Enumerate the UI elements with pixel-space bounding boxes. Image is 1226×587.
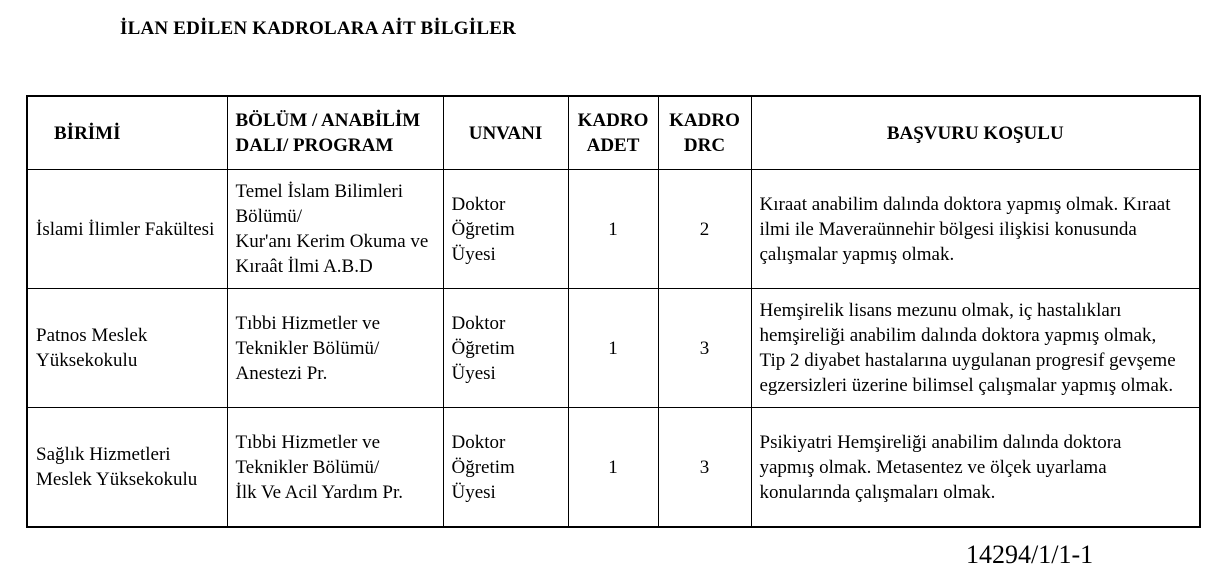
header-kadro-drc-line-2: DRC — [683, 135, 726, 156]
cell-kadro-drc: 2 — [658, 170, 751, 289]
header-bolum-line-2: DALI/ PROGRAM — [235, 135, 394, 156]
cell-line: Tıbbi Hizmetler ve — [235, 312, 381, 334]
cell-line: Yüksekokulu — [36, 350, 138, 371]
header-kadro-drc-line-1: KADRO — [669, 110, 740, 131]
header-bolum-line-1: BÖLÜM / ANABİLİM — [235, 110, 421, 131]
cell-line: Üyesi — [451, 481, 496, 503]
header-birimi: BİRİMİ — [27, 96, 227, 170]
cell-line: egzersizleri üzerine bilimsel çalışmalar yapmış olmak. — [759, 375, 1174, 396]
table-header-row — [27, 96, 1200, 170]
cell-birimi — [27, 289, 227, 408]
cell-line: Meslek Yüksekokulu — [36, 469, 198, 490]
cell-kadro-adet: 1 — [568, 408, 658, 528]
cell-kadro-drc: 3 — [658, 289, 751, 408]
cell-bolum — [227, 170, 443, 289]
cell-basvuru — [751, 408, 1200, 528]
cell-line: Temel İslam Bilimleri — [235, 181, 404, 202]
cell-bolum — [227, 408, 443, 528]
cell-line: Teknikler Bölümü/ — [235, 456, 380, 478]
cell-line: Psikiyatri Hemşireliği anabilim dalında doktora — [759, 431, 1122, 453]
positions-table — [26, 95, 1201, 528]
cell-line: çalışmalar yapmış olmak. — [759, 243, 955, 265]
cell-line: ilmi ile Maveraünnehir bölgesi ilişkisi konusunda — [759, 218, 1137, 240]
cell-line: Tip 2 diyabet hastalarına uygulanan progresif gevşeme — [759, 350, 1176, 371]
cell-basvuru — [751, 289, 1200, 408]
cell-kadro-drc: 3 — [658, 408, 751, 528]
cell-line: Tıbbi Hizmetler ve — [235, 431, 381, 453]
cell-line: Öğretim — [451, 218, 515, 240]
cell-line: konularında çalışmaları olmak. — [759, 481, 996, 503]
cell-line: Doktor — [451, 431, 506, 453]
cell-kadro-adet: 1 — [568, 170, 658, 289]
cell-line: Bölümü/ — [235, 206, 303, 227]
reference-number: 14294/1/1-1 — [966, 540, 1094, 569]
header-kadro-adet-line-1: KADRO — [577, 110, 649, 131]
document-title: İLAN EDİLEN KADROLARA AİT BİLGİLER — [120, 18, 517, 39]
cell-kadro-adet: 1 — [568, 289, 658, 408]
cell-line: Kur'anı Kerim Okuma ve — [235, 231, 429, 252]
cell-line: Hemşirelik lisans mezunu olmak, iç hastalıkları — [759, 300, 1122, 321]
cell-line: Patnos Meslek — [36, 325, 148, 346]
header-unvani: UNVANI — [443, 96, 568, 170]
cell-line: hemşireliği anabilim dalında doktora yapmış olmak, — [759, 325, 1157, 346]
header-bolum — [227, 96, 443, 170]
cell-bolum — [227, 289, 443, 408]
cell-birimi — [27, 170, 227, 289]
cell-line: Kıraat anabilim dalında doktora yapmış olmak. Kıraat — [759, 193, 1171, 215]
cell-line: Anestezi Pr. — [235, 362, 328, 384]
cell-line: Üyesi — [451, 362, 496, 384]
cell-line: Kıraât İlmi A.B.D — [235, 256, 373, 277]
header-kadro-adet-line-2: ADET — [586, 135, 640, 156]
cell-basvuru — [751, 170, 1200, 289]
cell-line: Öğretim — [451, 456, 515, 478]
table-row — [27, 170, 1200, 289]
cell-line: Teknikler Bölümü/ — [235, 337, 380, 359]
cell-unvani — [443, 408, 568, 528]
table-row — [27, 289, 1200, 408]
cell-birimi — [27, 408, 227, 528]
cell-line: İslami İlimler Fakültesi — [36, 218, 215, 240]
header-kadro-adet — [568, 96, 658, 170]
cell-line: Sağlık Hizmetleri — [36, 444, 171, 465]
header-basvuru: BAŞVURU KOŞULU — [751, 96, 1200, 170]
cell-line: İlk Ve Acil Yardım Pr. — [235, 481, 404, 503]
header-kadro-drc — [658, 96, 751, 170]
table-row — [27, 408, 1200, 528]
cell-line: Üyesi — [451, 243, 496, 265]
cell-line: Öğretim — [451, 337, 515, 359]
cell-line: yapmış olmak. Metasentez ve ölçek uyarlama — [759, 456, 1107, 478]
cell-line: Doktor — [451, 312, 506, 334]
cell-unvani — [443, 289, 568, 408]
cell-line: Doktor — [451, 193, 506, 215]
cell-unvani — [443, 170, 568, 289]
